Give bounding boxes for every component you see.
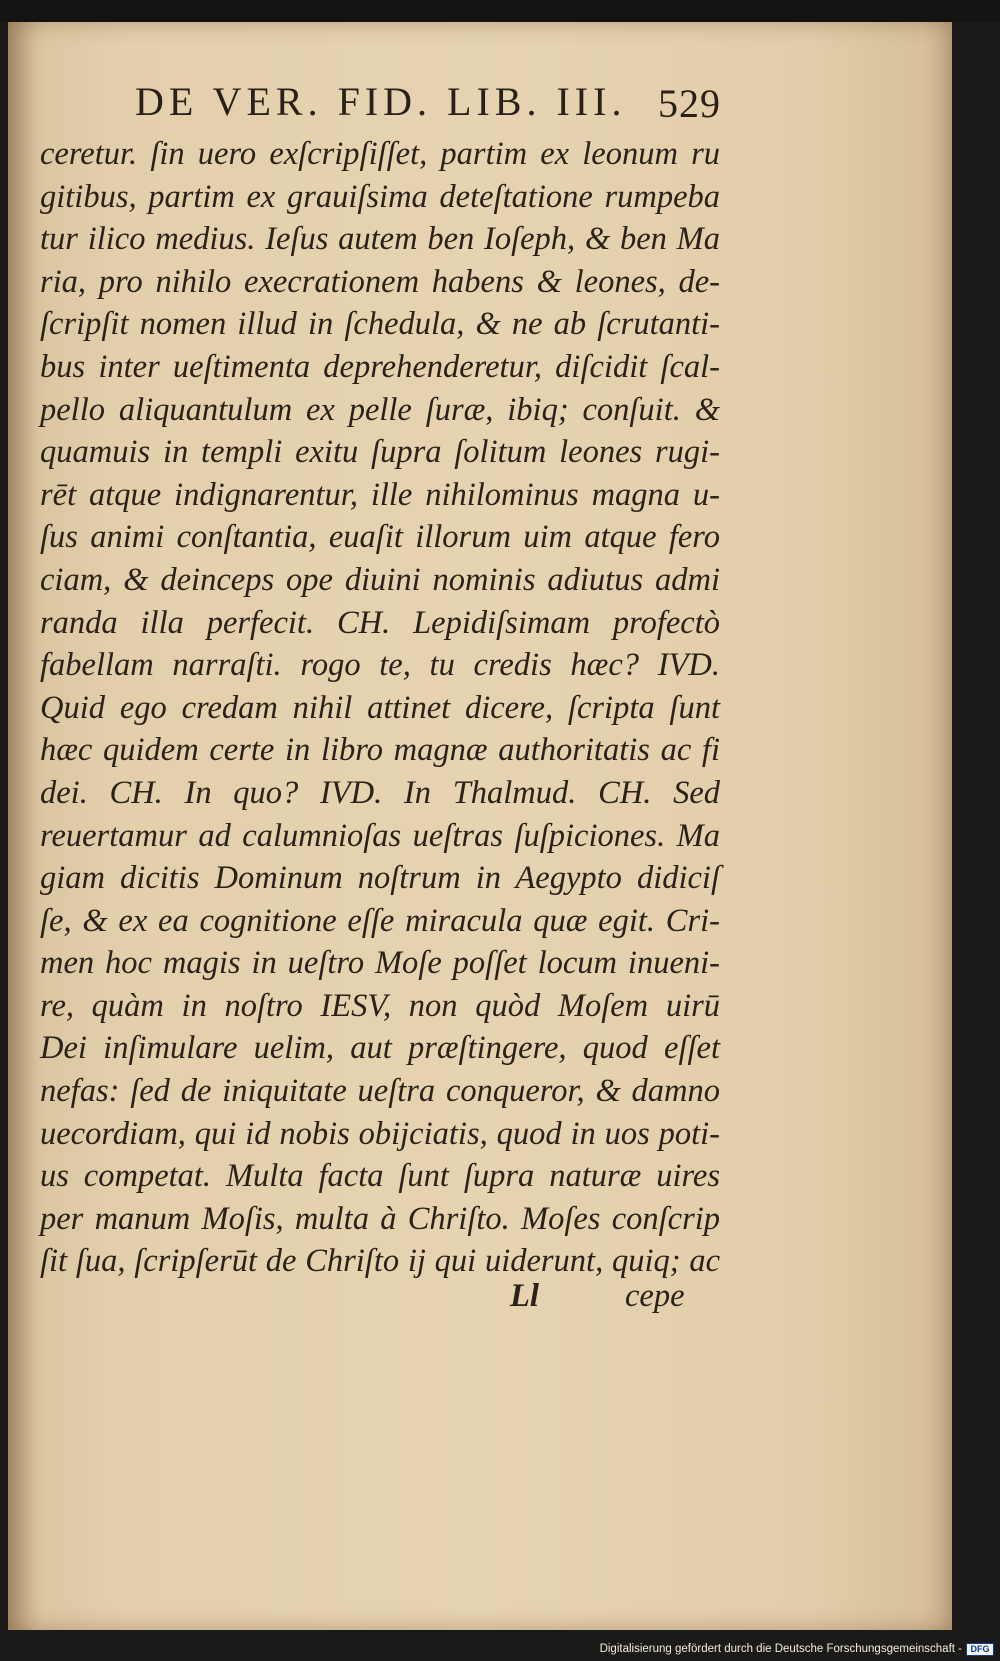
text-line: tur ilico medius. Ieſus autem ben Ioſeph, & ben Ma: [40, 221, 720, 258]
text-line: reuertamur ad calumnioſas ueſtras ſuſpiciones. Ma: [40, 817, 720, 854]
text-line: quamuis in templi exitu ſupra ſolitum leones rugi-: [40, 434, 720, 471]
text-line: Quid ego credam nihil attinet dicere, ſcripta ſunt: [40, 689, 720, 726]
text-line: nefas: ſed de iniquitate ueſtra conqueror, & damno: [40, 1073, 720, 1110]
text-line: ciam, & deinceps ope diuini nominis adiutus admi: [40, 561, 720, 598]
running-head-title: DE VER. FID. LIB. III.: [135, 79, 627, 124]
text-line: ſit ſua, ſcripſerūt de Chriſto ij qui uiderunt, quiq; ac: [40, 1243, 720, 1280]
text-line: ria, pro nihilo execrationem habens & leones, de-: [40, 263, 720, 300]
page-footer: [40, 1278, 720, 1324]
text-line: rēt atque indignarentur, ille nihilominus magna u-: [40, 476, 720, 513]
dfg-logo-icon: DFG: [966, 1643, 994, 1656]
gutter-shadow: [8, 22, 38, 1630]
top-scan-edge: [0, 0, 1000, 22]
text-line: randa illa perfecit. CH. Lepidiſsimam profectò: [40, 604, 720, 641]
text-line: dei. CH. In quo? IVD. In Thalmud. CH. Sed: [40, 774, 720, 811]
text-line: ſus animi conſtantia, euaſit illorum uim atque fero: [40, 519, 720, 556]
text-line: pello aliquantulum ex pelle ſuræ, ibiq; conſuit. &: [40, 391, 720, 428]
text-line: giam dicitis Dominum noſtrum in Aegypto didiciſ: [40, 860, 720, 897]
text-line: ſcripſit nomen illud in ſchedula, & ne ab ſcrutanti-: [40, 306, 720, 343]
running-head: [135, 78, 795, 126]
text-line: hæc quidem certe in libro magnæ authoritatis ac fi: [40, 732, 720, 769]
text-line: men hoc magis in ueſtro Moſe poſſet locum inueni-: [40, 945, 720, 982]
text-line: per manum Moſis, multa à Chriſto. Moſes conſcrip: [40, 1200, 720, 1237]
signature-mark: Ll: [510, 1278, 539, 1314]
text-line: gitibus, partim ex grauiſsima deteſtatione rumpeba: [40, 178, 720, 215]
text-line: uecordiam, qui id nobis obijciatis, quod in uos poti-: [40, 1115, 720, 1152]
funding-credit: Digitalisierung gefördert durch die Deutsche Forschungsgemeinschaft -: [599, 1643, 962, 1655]
text-line: Dei inſimulare uelim, aut præſtingere, quod eſſet: [40, 1030, 720, 1067]
body-text: [40, 133, 720, 1283]
text-line: ſe, & ex ea cognitione eſſe miracula quæ egit. Cri-: [40, 902, 720, 939]
text-line: fabellam narraſti. rogo te, tu credis hæc? IVD.: [40, 647, 720, 684]
text-line: us competat. Multa facta ſunt ſupra naturæ uires: [40, 1158, 720, 1195]
page-number: 529: [658, 81, 721, 126]
text-line: bus inter ueſtimenta deprehenderetur, diſcidit ſcal-: [40, 348, 720, 385]
text-line: ceretur. ſin uero exſcripſiſſet, partim ex leonum ru: [40, 136, 720, 172]
catchword: cepe: [625, 1278, 685, 1314]
text-line: re, quàm in noſtro IESV, non quòd Moſem uirū: [40, 987, 720, 1024]
